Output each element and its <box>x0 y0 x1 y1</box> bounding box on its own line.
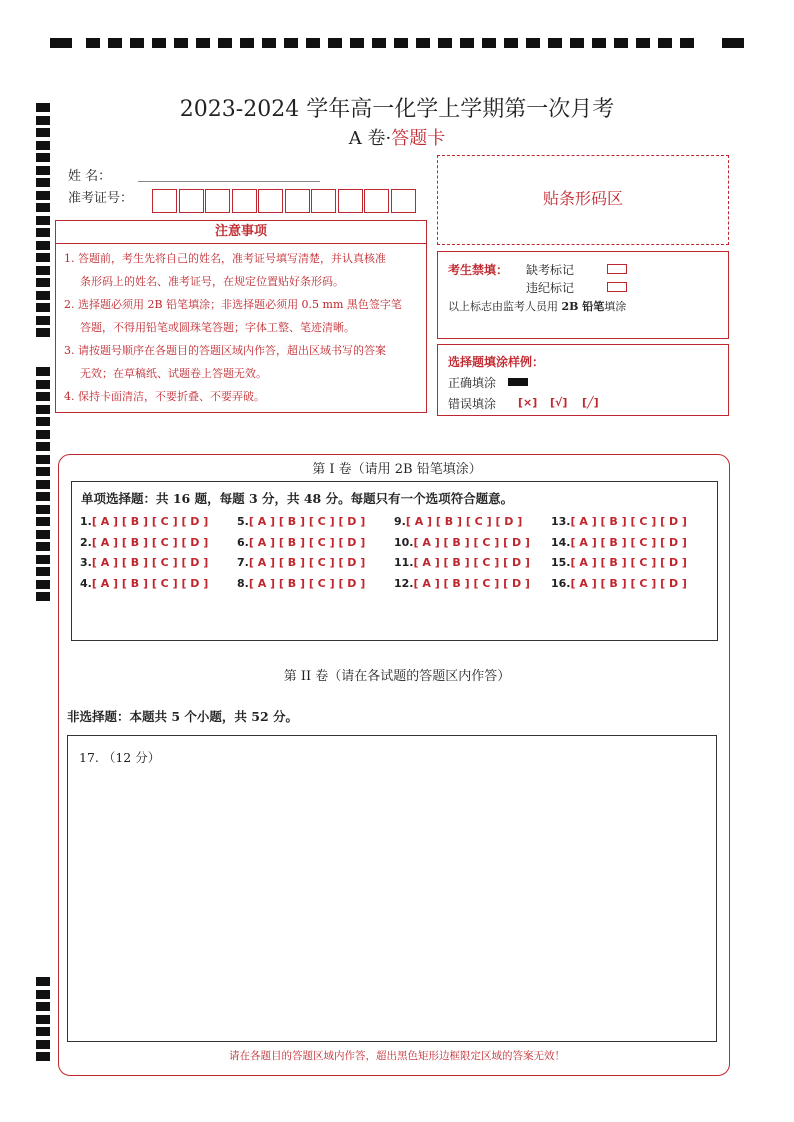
timing-mark <box>36 990 50 999</box>
note-line: 4. 保持卡面清洁，不要折叠、不要弄破。 <box>64 390 265 403</box>
choice-options[interactable]: [ A ] [ B ] [ C ] [ D ] <box>570 515 687 528</box>
wrong-fill-mark-slash: [╱] <box>582 396 599 409</box>
timing-mark <box>36 555 50 564</box>
page-title: 2023-2024 学年高一化学上学期第一次月考 <box>179 97 615 122</box>
timing-mark <box>130 38 144 48</box>
choice-question-row[interactable] <box>80 577 208 590</box>
note-line: 1. 答题前，考生先将自己的姓名，准考证号填写清楚，并认真核准 <box>64 252 386 265</box>
exam-id-label: 准考证号： <box>68 191 134 206</box>
timing-mark <box>240 38 254 48</box>
name-label: 姓 名： <box>68 169 112 184</box>
timing-mark <box>152 38 166 48</box>
wrong-fill-mark-x: [×] <box>518 396 538 409</box>
timing-mark <box>306 38 320 48</box>
nonchoice-instruction: 非选择题：本题共 5 个小题，共 52 分。 <box>67 709 299 724</box>
timing-mark <box>36 492 50 501</box>
timing-mark <box>174 38 188 48</box>
footer-warning: 请在各题目的答题区域内作答，超出黑色矩形边框限定区域的答案无效！ <box>229 1050 565 1062</box>
question-number: 12. <box>394 577 414 590</box>
choice-question-row[interactable] <box>551 577 687 590</box>
timing-mark <box>36 567 50 576</box>
timing-mark <box>548 38 562 48</box>
timing-mark <box>36 417 50 426</box>
exam-id-digit-box[interactable] <box>258 189 283 213</box>
timing-mark <box>284 38 298 48</box>
timing-mark <box>36 580 50 589</box>
q17-answer-box[interactable] <box>67 735 717 1042</box>
note-line: 无效；在草稿纸、试题卷上答题无效。 <box>80 367 267 380</box>
question-number: 6. <box>237 536 249 549</box>
note-line: 答题，不得用铅笔或圆珠笔答题；字体工整、笔迹清晰。 <box>80 321 355 334</box>
timing-mark <box>36 216 50 225</box>
choice-options[interactable]: [ A ] [ B ] [ C ] [ D ] <box>248 577 366 590</box>
timing-mark <box>50 38 72 48</box>
timing-mark <box>36 505 50 514</box>
absent-mark-box[interactable] <box>607 264 627 274</box>
forbidden-label: 考生禁填： <box>448 263 509 277</box>
timing-mark <box>36 517 50 526</box>
choice-question-row[interactable] <box>80 556 208 569</box>
timing-mark <box>636 38 650 48</box>
question-number: 3. <box>80 556 92 569</box>
timing-mark <box>36 392 50 401</box>
name-field[interactable] <box>138 181 320 182</box>
exam-id-digit-box[interactable] <box>205 189 230 213</box>
choice-options[interactable]: [ A ] [ B ] [ C ] [ D ] <box>570 577 687 590</box>
note-line: 条形码上的姓名、准考证号，在规定位置贴好条形码。 <box>80 275 344 288</box>
question-number: 11. <box>394 556 414 569</box>
timing-mark <box>36 303 50 312</box>
timing-mark <box>36 228 50 237</box>
choice-options[interactable]: [ A ] [ B ] [ C ] [ D ] <box>91 515 209 528</box>
exam-id-digit-box[interactable] <box>338 189 363 213</box>
timing-mark <box>108 38 122 48</box>
timing-mark <box>592 38 606 48</box>
choice-question-row[interactable] <box>551 536 687 549</box>
timing-mark <box>350 38 364 48</box>
timing-mark <box>36 480 50 489</box>
exam-id-boxes[interactable] <box>152 189 417 213</box>
choice-question-row[interactable] <box>394 536 530 549</box>
timing-mark <box>36 178 50 187</box>
violation-mark-label: 违纪标记 <box>526 281 575 295</box>
choice-options[interactable]: [ A ] [ B ] [ C ] [ D ] <box>91 577 209 590</box>
timing-mark <box>86 38 100 48</box>
choice-question-row[interactable] <box>237 536 365 549</box>
timing-mark <box>658 38 672 48</box>
page-subtitle: A 卷·答题卡 <box>348 128 446 149</box>
timing-mark <box>36 191 50 200</box>
choice-question-row[interactable] <box>551 515 687 528</box>
question-number: 14. <box>551 536 571 549</box>
question-number: 13. <box>551 515 571 528</box>
choice-question-row[interactable] <box>394 556 530 569</box>
forbidden-box <box>437 251 729 339</box>
choice-question-row[interactable] <box>394 577 530 590</box>
question-number: 5. <box>237 515 249 528</box>
barcode-label: 贴条形码区 <box>542 189 623 208</box>
choice-options[interactable]: [ A ] [ B ] [ C ] [ D ] <box>413 556 530 569</box>
question-number: 15. <box>551 556 571 569</box>
timing-mark <box>36 278 50 287</box>
q17-label: 17. （12 分） <box>79 750 161 765</box>
wrong-fill-label: 错误填涂 <box>448 397 497 411</box>
exam-id-digit-box[interactable] <box>232 189 257 213</box>
timing-mark <box>570 38 584 48</box>
timing-mark <box>504 38 518 48</box>
question-number: 9. <box>394 515 406 528</box>
timing-mark <box>36 1027 50 1036</box>
timing-mark <box>36 1015 50 1024</box>
choice-options[interactable]: [ A ] [ B ] [ C ] [ D ] <box>413 536 530 549</box>
timing-mark <box>328 38 342 48</box>
timing-mark <box>36 203 50 212</box>
exam-id-digit-box[interactable] <box>391 189 416 213</box>
timing-mark <box>482 38 496 48</box>
choice-options[interactable]: [ A ] [ B ] [ C ] [ D ] <box>570 556 687 569</box>
timing-mark <box>36 530 50 539</box>
question-number: 4. <box>80 577 92 590</box>
question-number: 1. <box>80 515 92 528</box>
choice-options[interactable]: [ A ] [ B ] [ C ] [ D ] <box>413 577 530 590</box>
choice-options[interactable]: [ A ] [ B ] [ C ] [ D ] <box>91 556 209 569</box>
choice-question-row[interactable] <box>394 515 522 528</box>
timing-mark <box>36 291 50 300</box>
wrong-fill-mark-check: [√] <box>550 396 568 409</box>
choice-options[interactable]: [ A ] [ B ] [ C ] [ D ] <box>91 536 209 549</box>
timing-mark <box>36 380 50 389</box>
choice-options[interactable]: [ A ] [ B ] [ C ] [ D ] <box>248 556 366 569</box>
choice-question-row[interactable] <box>80 515 208 528</box>
answer-card-label: 答题卡 <box>391 128 446 149</box>
timing-mark <box>416 38 430 48</box>
question-number: 10. <box>394 536 414 549</box>
choice-options[interactable]: [ A ] [ B ] [ C ] [ D ] <box>405 515 523 528</box>
correct-fill-label: 正确填涂 <box>448 376 497 390</box>
timing-mark <box>218 38 232 48</box>
timing-mark <box>36 405 50 414</box>
exam-id-digit-box[interactable] <box>364 189 389 213</box>
timing-mark <box>36 442 50 451</box>
exam-id-digit-box[interactable] <box>152 189 177 213</box>
choice-question-row[interactable] <box>80 536 208 549</box>
timing-mark <box>36 977 50 986</box>
forbidden-note: 以上标志由监考人员用 2B 铅笔填涂 <box>448 300 627 313</box>
choice-options[interactable]: [ A ] [ B ] [ C ] [ D ] <box>248 515 366 528</box>
note-line: 3. 请按题号顺序在各题目的答题区域内作答，超出区域书写的答案 <box>64 344 386 357</box>
fill-example-title: 选择题填涂样例： <box>448 355 545 369</box>
timing-mark <box>36 316 50 325</box>
timing-mark <box>680 38 694 48</box>
timing-mark <box>460 38 474 48</box>
choice-instruction: 单项选择题：共 16 题，每题 3 分，共 48 分。每题只有一个选项符合题意。 <box>81 491 514 506</box>
choice-question-row[interactable] <box>237 515 365 528</box>
timing-mark <box>36 328 50 337</box>
fill-example-box <box>437 344 729 416</box>
choice-question-row[interactable] <box>237 577 365 590</box>
question-number: 7. <box>237 556 249 569</box>
timing-mark <box>36 153 50 162</box>
section1-title: 第 I 卷（请用 2B 铅笔填涂） <box>312 462 482 477</box>
timing-mark <box>262 38 276 48</box>
timing-mark <box>36 430 50 439</box>
question-number: 8. <box>237 577 249 590</box>
timing-mark <box>36 253 50 262</box>
question-number: 2. <box>80 536 92 549</box>
violation-mark-box[interactable] <box>607 282 627 292</box>
notes-heading: 注意事项 <box>55 220 427 244</box>
choice-options[interactable]: [ A ] [ B ] [ C ] [ D ] <box>248 536 366 549</box>
choice-question-row[interactable] <box>237 556 365 569</box>
timing-mark <box>394 38 408 48</box>
timing-mark <box>36 542 50 551</box>
timing-mark <box>614 38 628 48</box>
barcode-area <box>437 155 729 245</box>
section2-title: 第 II 卷（请在各试题的答题区内作答） <box>283 669 511 684</box>
correct-fill-mark <box>508 378 528 386</box>
absent-mark-label: 缺考标记 <box>526 263 575 277</box>
notes-box <box>55 243 427 413</box>
timing-mark <box>36 266 50 275</box>
timing-mark <box>36 367 50 376</box>
top-timing-marks <box>50 38 744 50</box>
timing-mark <box>722 38 744 48</box>
timing-mark <box>36 592 50 601</box>
exam-id-digit-box[interactable] <box>285 189 310 213</box>
timing-mark <box>36 241 50 250</box>
timing-mark <box>526 38 540 48</box>
timing-mark <box>438 38 452 48</box>
choice-question-row[interactable] <box>551 556 687 569</box>
timing-mark <box>36 166 50 175</box>
exam-id-digit-box[interactable] <box>179 189 204 213</box>
timing-mark <box>372 38 386 48</box>
question-number: 16. <box>551 577 571 590</box>
timing-mark <box>196 38 210 48</box>
note-line: 2. 选择题必须用 2B 铅笔填涂；非选择题必须用 0.5 mm 黑色签字笔 <box>64 298 402 311</box>
choice-options[interactable]: [ A ] [ B ] [ C ] [ D ] <box>570 536 687 549</box>
timing-mark <box>36 1002 50 1011</box>
exam-id-digit-box[interactable] <box>311 189 336 213</box>
